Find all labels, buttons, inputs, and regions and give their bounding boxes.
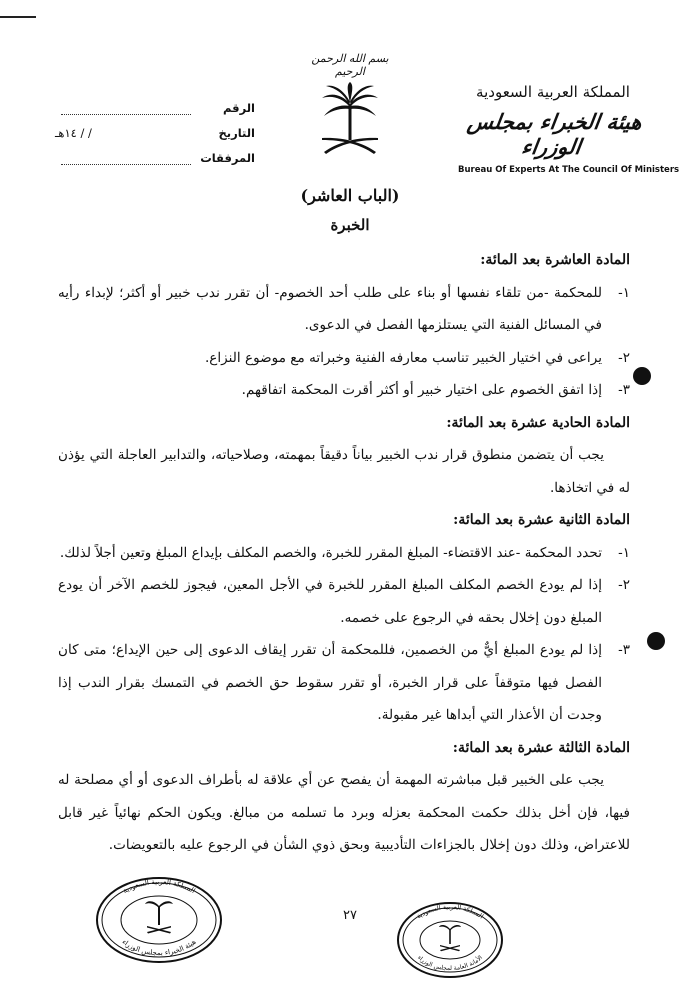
item-text: إذا اتفق الخصوم على اختيار خبير أو أكثر أقرت المحكمة اتفاقهم.	[241, 382, 602, 398]
svg-text:الأمانة العامة لمجلس الوزراء	[416, 954, 484, 972]
item-text: إذا لم يودع المبلغ أيٌّ من الخصمين، فللمحكمة أن تقرر إيقاف الدعوى إلى حين الإيداع؛ متى كان الفصل فيها متوقفاً على قرار الخبرة، أو تقرر سقوط حق الخصم في التمسك بقرار الندب إذا وجدت أن الأعذار التي أبداها غير مقبولة.	[58, 642, 602, 723]
article-112-item-2	[58, 569, 630, 634]
seal-top-text: المملكة العربية السعودية	[121, 877, 197, 896]
bureau-name-arabic: هيئة الخبراء بمجلس الوزراء	[465, 109, 644, 159]
item-number: ١-	[618, 284, 630, 301]
basmala: بسم الله الرحمن الرحيم	[311, 52, 389, 78]
reference-attachments-label: المرفقات	[200, 151, 255, 165]
reference-number-label: الرقم	[223, 101, 255, 115]
reference-date-label: التاريخ	[218, 126, 255, 140]
official-seal-secretariat	[395, 900, 505, 980]
article-111-paragraph: يجب أن يتضمن منطوق قرار ندب الخبير بياناً دقيقاً بمهمته، وصلاحياته، والتدابير العاجلة التي يؤذن له في اتخاذها.	[58, 447, 630, 496]
margin-dot	[633, 367, 651, 385]
article-110-item-3	[58, 374, 630, 407]
margin-dot	[647, 632, 665, 650]
document-body	[58, 244, 630, 862]
item-text: يراعى في اختيار الخبير تناسب معارفه الفنية وخبراته مع موضوع النزاع.	[204, 349, 602, 366]
page-number: ٢٧	[343, 908, 357, 923]
svg-text:هيئة الخبراء بمجلس الوزراء	[121, 938, 198, 957]
reference-attachments-row	[55, 140, 255, 165]
chapter-title: (الباب العاشر)	[300, 186, 400, 205]
item-text: إذا لم يودع الخصم المكلف المبلغ المقرر للخبرة في الأجل المعين، فيجوز للخصم الآخر أن يودع المبلغ دون إخلال بحقه في الرجوع على خصمه.	[58, 577, 602, 626]
article-113-paragraph: يجب على الخبير قبل مباشرته المهمة أن يفصح عن أي علاقة له بأطراف الدعوى أو أي مصلحة له فيها، فإن أخل بذلك حكمت المحكمة بعزله وبرد ما تسلمه من مبالغ. ويكون الحكم نهائياً غير قابل للاعتراض، وذلك دون إخلال بالجزاءات التأديبية وبحق ذوي الشأن في الرجوع عليه بالتعويضات.	[58, 772, 630, 853]
reference-attachments-line	[61, 153, 191, 165]
bureau-name-english: Bureau Of Experts At The Council Of Ministers	[458, 165, 680, 175]
official-seal-bureau	[94, 875, 224, 965]
letterhead-block	[458, 83, 680, 175]
item-number: ٢-	[618, 349, 630, 366]
article-110-title: المادة العاشرة بعد المائة:	[480, 252, 630, 268]
palm-swords-emblem-icon	[318, 82, 382, 156]
kingdom-name: المملكة العربية السعودية	[476, 83, 630, 101]
seal-bottom-text: الأمانة العامة لمجلس الوزراء	[415, 954, 485, 973]
reference-date-row	[55, 115, 255, 140]
article-111-title: المادة الحادية عشرة بعد المائة:	[446, 414, 630, 431]
article-110-item-1	[58, 277, 630, 342]
item-number: ١-	[618, 544, 630, 561]
svg-text:المملكة العربية السعودية	[122, 878, 197, 895]
seal-top-text: المملكة العربية السعودية	[415, 902, 485, 921]
article-112-item-1	[58, 537, 630, 570]
item-text: تحدد المحكمة -عند الاقتضاء- المبلغ المقرر للخبرة، والخصم المكلف بإيداع المبلغ وتعين أجلاً لذلك.	[59, 544, 602, 561]
reference-date-value: ١٤هـ / /	[55, 126, 92, 140]
item-number: ٣-	[618, 382, 630, 398]
svg-text:المملكة العربية السعودية	[415, 903, 485, 921]
chapter-subtitle: الخبرة	[330, 216, 370, 234]
reference-number-row	[55, 90, 255, 115]
seal-bottom-text: هيئة الخبراء بمجلس الوزراء	[120, 937, 198, 958]
item-text: للمحكمة -من تلقاء نفسها أو بناء على طلب أحد الخصوم- أن تقرر ندب خبير أو أكثر؛ لإبداء رأيه في المسائل الفنية التي يستلزمها الفصل في الدعوى.	[58, 284, 602, 333]
item-number: ٣-	[618, 642, 630, 658]
top-edge-rule	[0, 16, 36, 18]
article-112-item-3	[58, 634, 630, 732]
item-number: ٢-	[618, 577, 630, 593]
article-112-title: المادة الثانية عشرة بعد المائة:	[453, 512, 630, 528]
article-113-title: المادة الثالثة عشرة بعد المائة:	[452, 739, 630, 756]
reference-fields	[55, 90, 255, 165]
article-110-item-2	[58, 342, 630, 375]
reference-number-line	[61, 103, 191, 115]
